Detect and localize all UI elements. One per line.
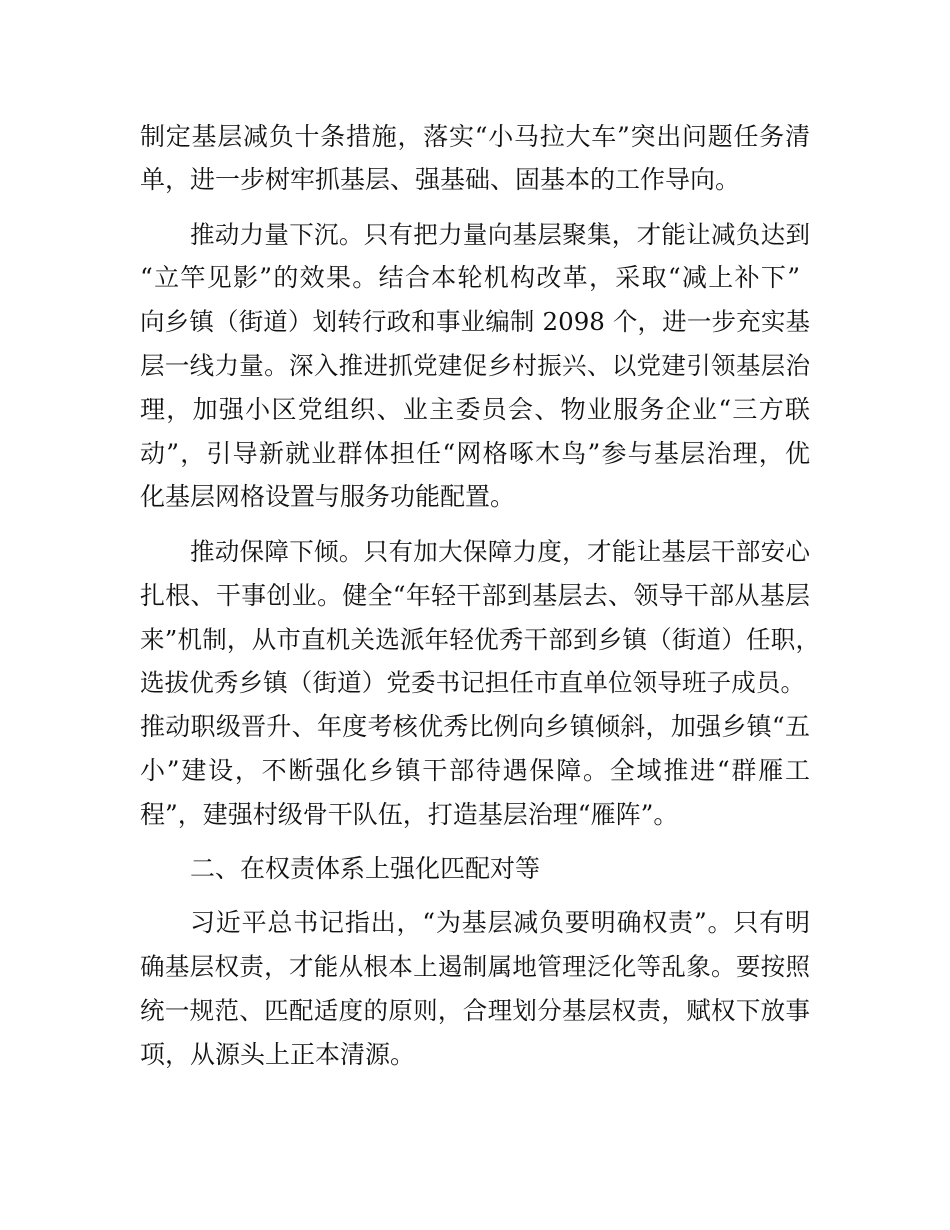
text-line: 推动力量下沉。只有把力量向基层聚集，才能让减负达到 [190, 220, 810, 249]
text-line: 来”机制，从市直机关选派年轻优秀干部到乡镇（街道）任职， [140, 625, 820, 654]
text-line: 程”，建强村级骨干队伍，打造基层治理“雁阵”。 [140, 800, 679, 829]
text-line: 项，从源头上正本清源。 [140, 1040, 416, 1069]
text-line: 化基层网格设置与服务功能配置。 [140, 482, 516, 511]
text-line: 小”建设，不断强化乡镇干部待遇保障。全域推进“群雁工 [140, 756, 810, 785]
text-line: 推动职级晋升、年度考核优秀比例向乡镇倾斜，加强乡镇“五 [140, 712, 810, 741]
text-line: 层一线力量。深入推进抓党建促乡村振兴、以党建引领基层治 [140, 351, 810, 380]
text-line: 统一规范、匹配适度的原则，合理划分基层权责，赋权下放事 [140, 996, 810, 1025]
text-line: 确基层权责，才能从根本上遏制属地管理泛化等乱象。要按照 [140, 952, 810, 981]
text-line: “立竿见影”的效果。结合本轮机构改革，采取“减上补下” [140, 263, 800, 292]
text-line: 制定基层减负十条措施，落实“小马拉大车”突出问题任务清 [140, 122, 810, 151]
text-line: 推动保障下倾。只有加大保障力度，才能让基层干部安心 [190, 537, 810, 566]
text-line: 单，进一步树牢抓基层、强基础、固基本的工作导向。 [140, 165, 741, 194]
text-line: 扎根、干事创业。健全“年轻干部到基层去、领导干部从基层 [140, 581, 810, 610]
section-heading: 二、在权责体系上强化匹配对等 [190, 854, 541, 883]
text-line: 理，加强小区党组织、业主委员会、物业服务企业“三方联 [140, 395, 810, 424]
text-line: 动”，引导新就业群体担任“网格啄木鸟”参与基层治理，优 [140, 439, 810, 468]
text-line: 习近平总书记指出，“为基层减负要明确权责”。只有明 [190, 908, 810, 937]
text-line: 选拔优秀乡镇（街道）党委书记担任市直单位领导班子成员。 [140, 668, 805, 697]
text-line: 向乡镇（街道）划转行政和事业编制 2098 个，进一步充实基 [140, 307, 810, 336]
